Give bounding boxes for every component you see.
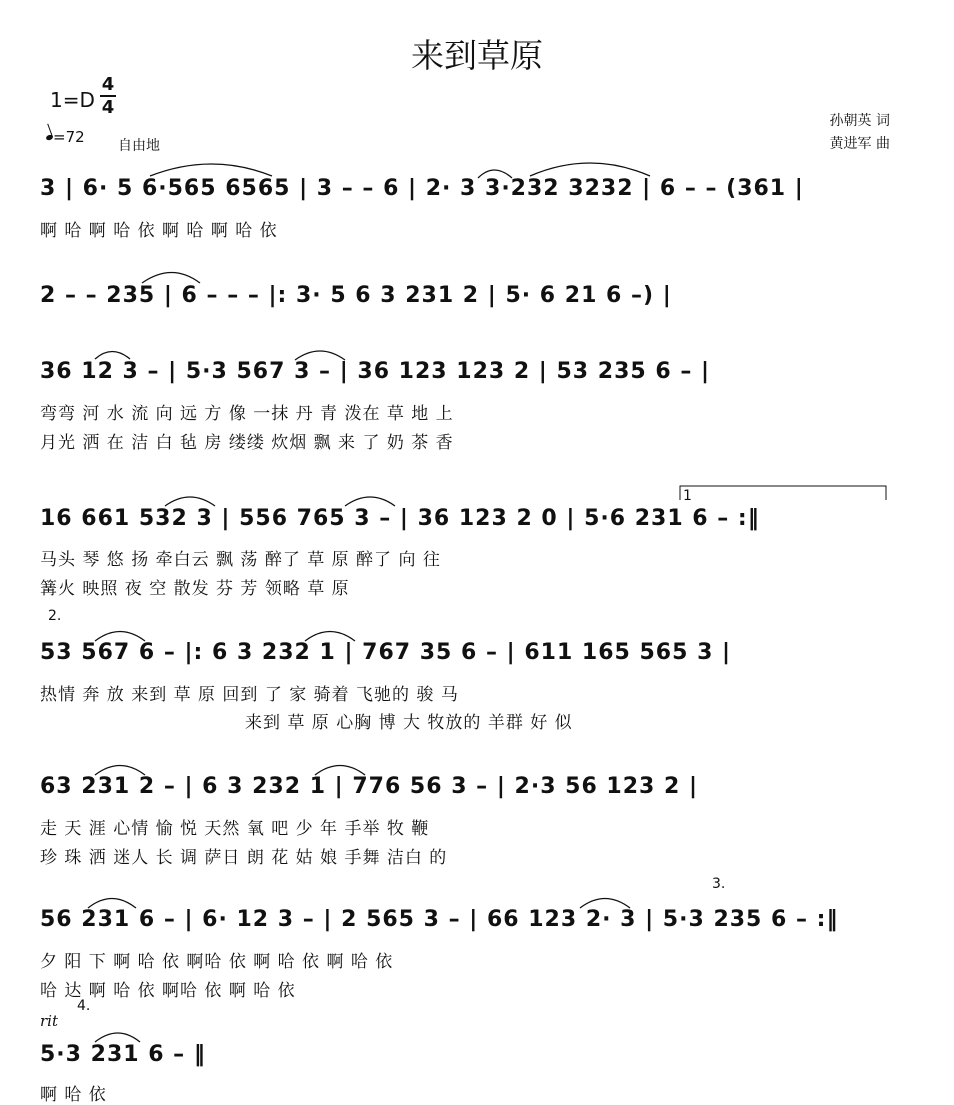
rit-marking: rit	[40, 1012, 58, 1030]
slur-row7-b	[580, 899, 630, 909]
time-signature-denominator: 4	[101, 97, 115, 118]
slur-row7-a	[88, 899, 136, 909]
slur-row5-b	[305, 632, 355, 642]
slur-row1-c	[478, 170, 512, 178]
slur-row6-b	[315, 766, 365, 776]
slur-row4-b	[345, 497, 395, 506]
lyric-row-1-verse-1: 啊 哈 啊 哈 依 啊 哈 啊 哈 依	[40, 221, 278, 241]
lyric-row-7-verse-2: 哈 达 啊 哈 依 啊哈 依 啊 哈 依	[40, 981, 296, 1001]
music-row-7: 56 231 6 – | 6· 12 3 – | 2 565 3 – | 66 123 2· 3 | 5·3 235 6 – :‖	[40, 907, 839, 932]
volta-1-bracket	[680, 486, 886, 500]
music-row-6: 63 231 2 – | 6 3 232 1 | 776 56 3 – | 2·3 56 123 2 |	[40, 774, 699, 799]
slur-row3-a	[95, 352, 130, 360]
lyric-row-7-verse-1: 夕 阳 下 啊 哈 依 啊哈 依 啊 哈 依 啊 哈 依	[40, 952, 394, 972]
lyric-row-6-verse-1: 走 天 涯 心情 愉 悦 天然 氧 吧 少 年 手举 牧 鞭	[40, 819, 430, 839]
lyricist-credit: 孙朝英 词	[829, 113, 890, 129]
slur-row1-a	[150, 164, 272, 176]
music-row-4: 16 661 532 3 | 556 765 3 – | 36 123 2 0 | 5·6 231 6 – :‖	[40, 506, 760, 531]
lyric-row-5-verse-1: 热情 奔 放 来到 草 原 回到 了 家 骑着 飞驰的 骏 马	[40, 685, 459, 705]
volta-1-label: 1	[683, 488, 692, 504]
volta-4-label: 4.	[77, 998, 91, 1014]
lyric-row-5-verse-2: 来到 草 原 心胸 博 大 牧放的 羊群 好 似	[245, 713, 573, 733]
tempo-value: =72	[53, 128, 85, 146]
slur-row4-a	[165, 497, 215, 506]
lyric-row-3-verse-1: 弯弯 河 水 流 向 远 方 像 一抹 丹 青 泼在 草 地 上	[40, 404, 454, 424]
style-marking: 自由地	[118, 138, 160, 154]
volta-2-label: 2.	[48, 608, 62, 624]
slur-row6-a	[95, 766, 145, 776]
slur-row3-b	[295, 351, 345, 360]
composer-credit: 黄进军 曲	[829, 136, 890, 152]
lyric-row-4-verse-1: 马头 琴 悠 扬 牵白云 飘 荡 醉了 草 原 醉了 向 往	[40, 550, 441, 570]
music-row-1: 3 | 6· 5 6·565 6565 | 3 – – 6 | 2· 3 3·232 3232 | 6 – – (361 |	[40, 176, 804, 201]
lyric-row-6-verse-2: 珍 珠 洒 迷人 长 调 萨日 朗 花 姑 娘 手舞 洁白 的	[40, 848, 448, 868]
time-signature-numerator: 4	[101, 74, 115, 95]
volta-3-label: 3.	[712, 876, 726, 892]
slur-row1-b	[530, 163, 650, 176]
lyric-row-8-verse-1: 啊 哈 依	[40, 1085, 107, 1105]
slur-row8-a	[95, 1033, 140, 1042]
music-row-5: 53 567 6 – |: 6 3 232 1 | 767 35 6 – | 611 165 565 3 |	[40, 640, 732, 665]
music-row-2: 2 – – 235 | 6 – – – |: 3· 5 6 3 231 2 | 5· 6 21 6 –) |	[40, 283, 672, 308]
lyric-row-3-verse-2: 月光 洒 在 洁 白 毡 房 缕缕 炊烟 飘 来 了 奶 茶 香	[40, 433, 454, 453]
slur-row2-a	[142, 273, 200, 284]
music-row-8: 5·3 231 6 – ‖	[40, 1042, 206, 1067]
song-title: 来到草原	[411, 36, 543, 75]
slur-row5-a	[95, 632, 145, 642]
music-row-3: 36 12 3 – | 5·3 567 3 – | 36 123 123 2 | 53 235 6 – |	[40, 359, 711, 384]
lyric-row-4-verse-2: 篝火 映照 夜 空 散发 芬 芳 领略 草 原	[40, 579, 350, 599]
key-signature: 1=D	[50, 88, 95, 112]
